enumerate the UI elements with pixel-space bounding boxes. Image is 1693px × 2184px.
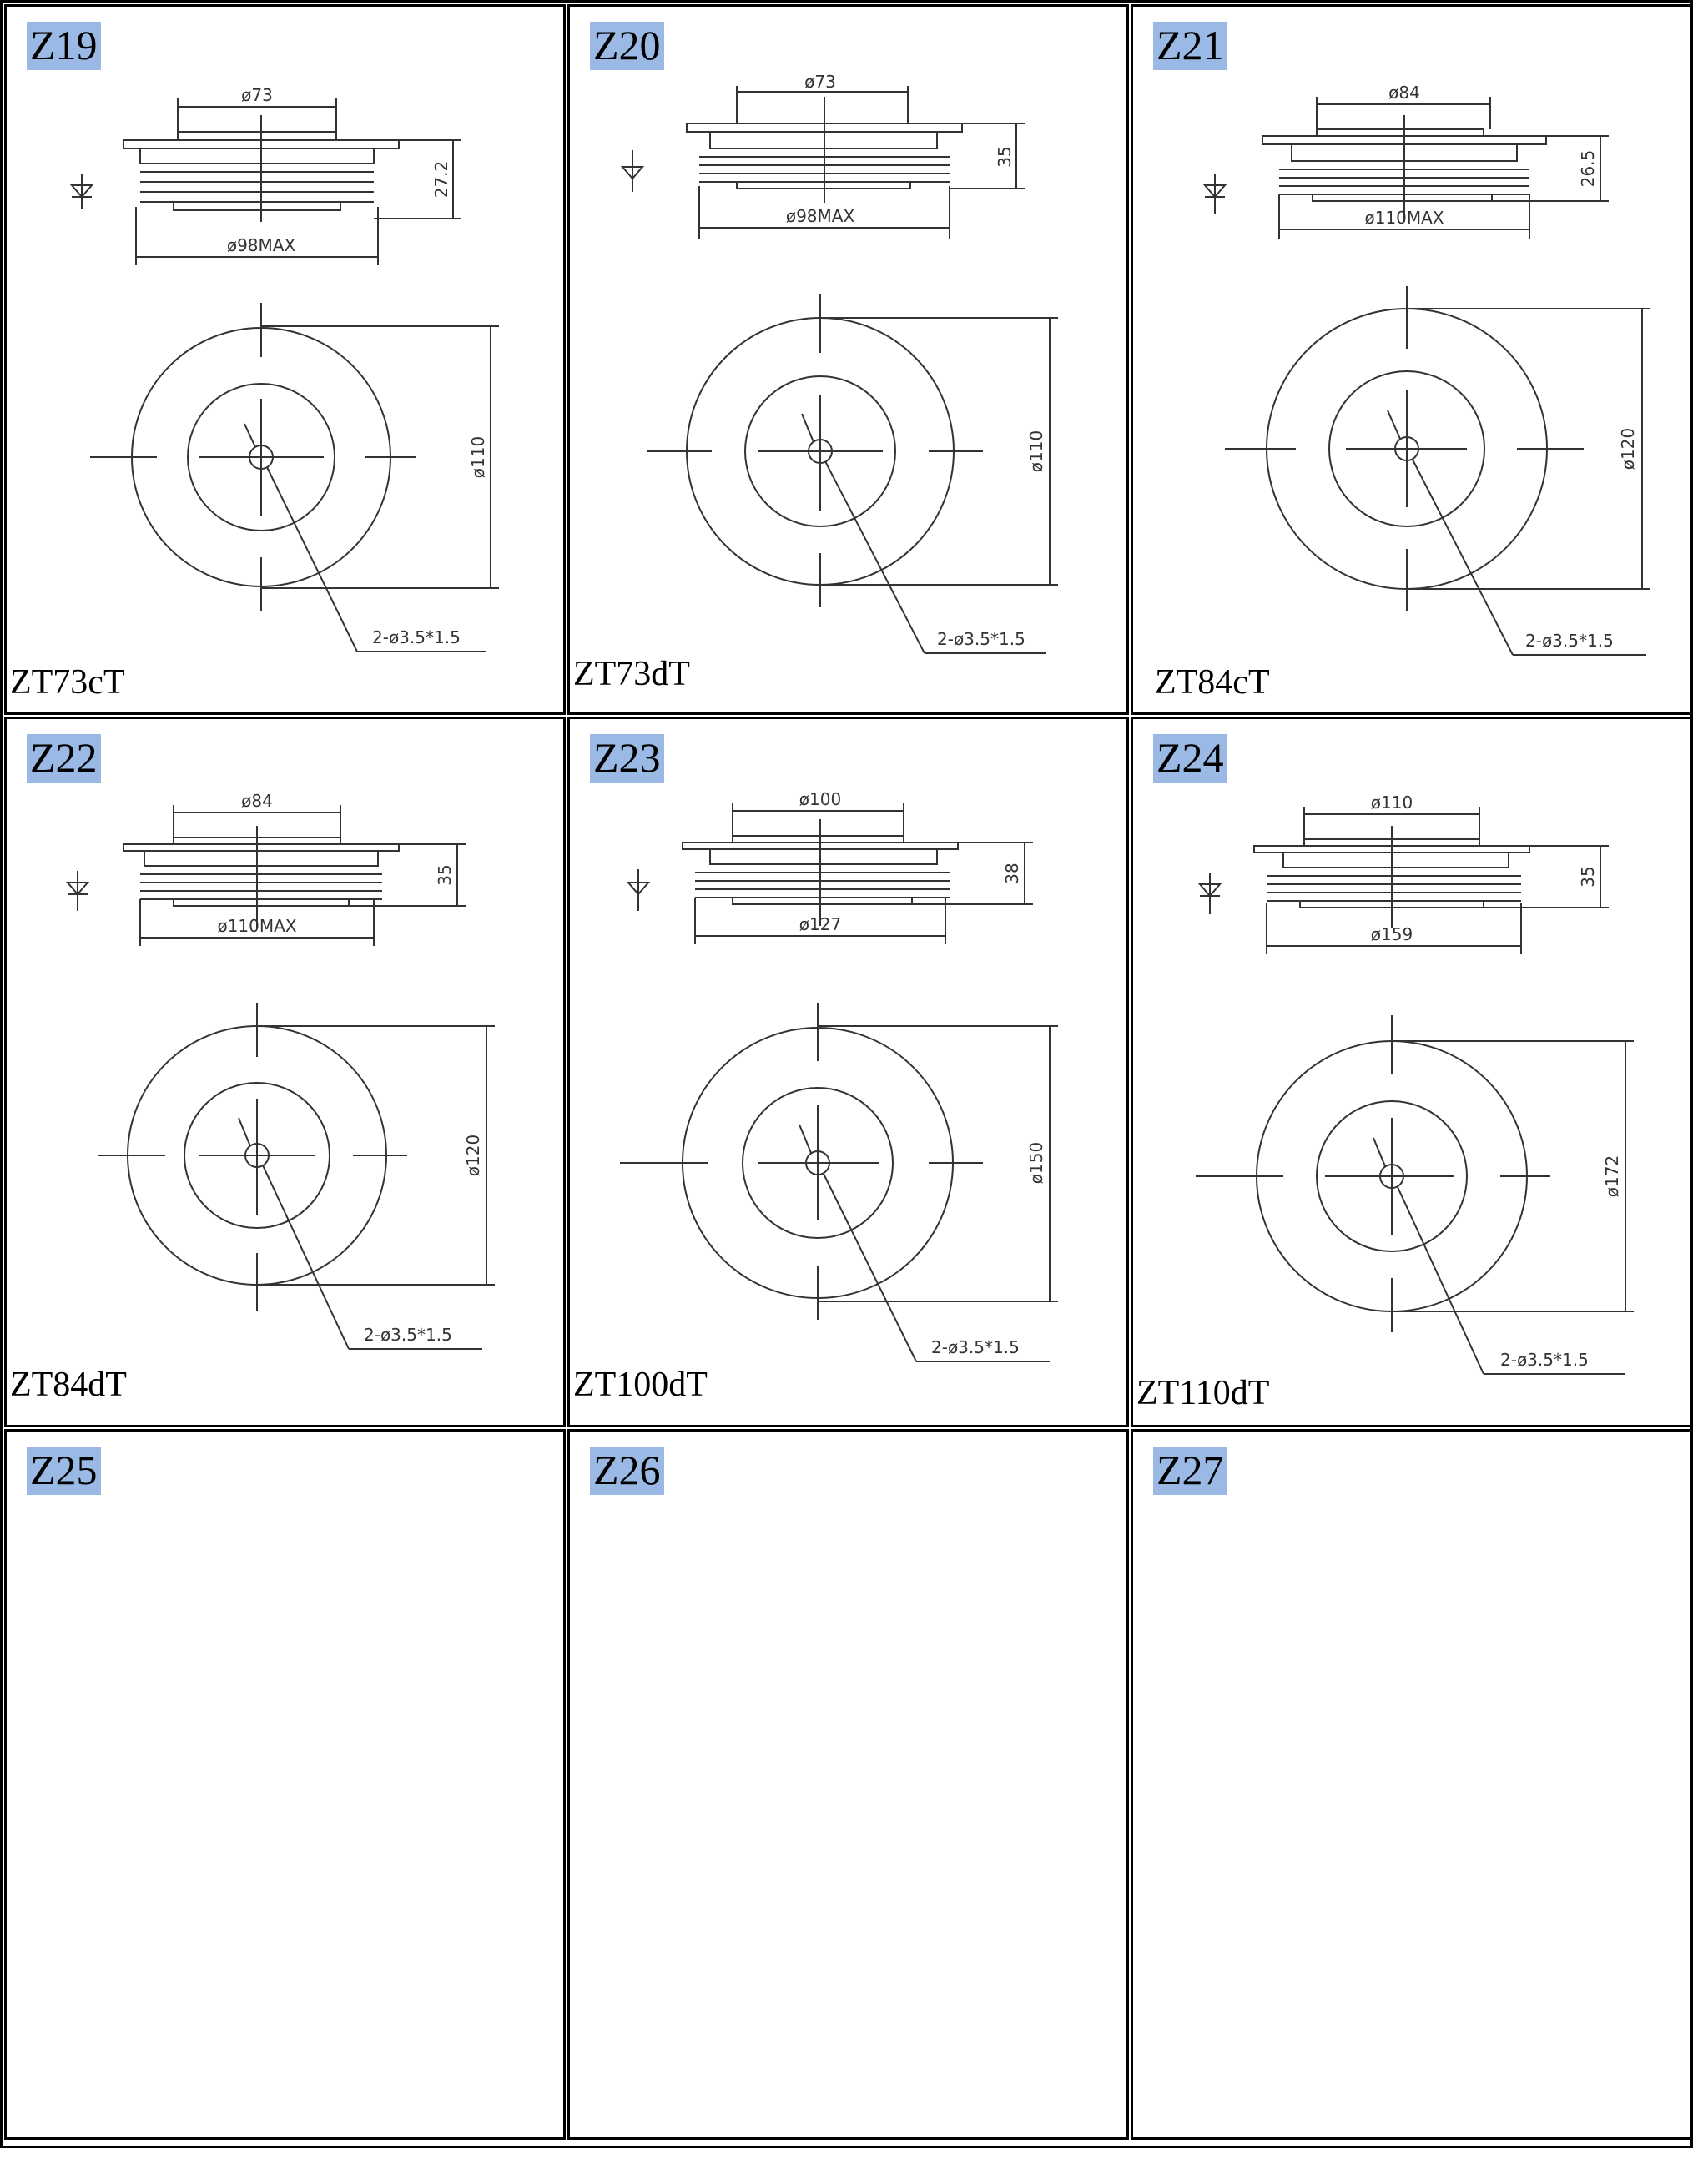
technical-drawing	[570, 719, 1126, 1425]
outer-diameter-dimension: ø110	[1026, 430, 1046, 473]
cell-z22	[4, 717, 566, 1427]
hole-dimension: 2-ø3.5*1.5	[937, 629, 1025, 649]
technical-drawing	[7, 719, 563, 1425]
outer-diameter-dimension: ø150	[1026, 1141, 1046, 1185]
height-dimension: 26.5	[1578, 149, 1598, 188]
hole-dimension: 2-ø3.5*1.5	[1525, 631, 1614, 651]
cell-z23	[567, 717, 1129, 1427]
cell-z27	[1131, 1429, 1692, 2140]
technical-drawing	[1133, 719, 1690, 1425]
hole-dimension: 2-ø3.5*1.5	[372, 627, 461, 647]
bottom-dimension: ø110MAX	[217, 916, 297, 936]
height-dimension: 35	[1578, 866, 1598, 888]
height-dimension: 35	[435, 864, 455, 886]
cell-z20	[567, 4, 1129, 715]
technical-drawing	[1133, 7, 1690, 712]
top-dimension: ø84	[241, 791, 273, 811]
cell-code: Z20	[590, 22, 664, 70]
top-dimension: ø100	[799, 789, 842, 809]
cell-code: Z25	[27, 1447, 101, 1495]
cell-z26	[567, 1429, 1129, 2140]
cell-code: Z21	[1153, 22, 1227, 70]
top-dimension: ø110	[1370, 793, 1413, 813]
model-name: ZT110dT	[1136, 1374, 1270, 1412]
model-name: ZT100dT	[573, 1366, 708, 1404]
technical-drawing	[570, 7, 1126, 712]
cell-code: Z19	[27, 22, 101, 70]
top-dimension: ø73	[241, 85, 273, 105]
bottom-dimension: ø110MAX	[1364, 208, 1444, 228]
cell-code: Z27	[1153, 1447, 1227, 1495]
outer-diameter-dimension: ø110	[468, 435, 488, 479]
outer-diameter-dimension: ø120	[1618, 427, 1638, 471]
cell-z21	[1131, 4, 1692, 715]
hole-dimension: 2-ø3.5*1.5	[364, 1325, 452, 1345]
top-dimension: ø73	[804, 72, 836, 92]
cell-z25	[4, 1429, 566, 2140]
outer-diameter-dimension: ø120	[463, 1134, 483, 1177]
model-name: ZT73dT	[573, 655, 690, 693]
cell-z24	[1131, 717, 1692, 1427]
cell-z19	[4, 4, 566, 715]
cell-code: Z26	[590, 1447, 664, 1495]
bottom-dimension: ø98MAX	[226, 235, 296, 255]
bottom-dimension: ø159	[1370, 924, 1413, 944]
model-name: ZT84dT	[10, 1366, 127, 1404]
model-name: ZT84cT	[1155, 663, 1270, 702]
height-dimension: 27.2	[431, 160, 451, 199]
hole-dimension: 2-ø3.5*1.5	[1500, 1350, 1589, 1370]
technical-drawing	[7, 7, 563, 712]
bottom-dimension: ø127	[799, 914, 842, 934]
cell-code: Z23	[590, 734, 664, 783]
cell-code: Z22	[27, 734, 101, 783]
cell-code: Z24	[1153, 734, 1227, 783]
top-dimension: ø84	[1388, 83, 1420, 103]
height-dimension: 38	[1002, 863, 1022, 884]
height-dimension: 35	[995, 146, 1015, 168]
hole-dimension: 2-ø3.5*1.5	[931, 1337, 1020, 1357]
outer-diameter-dimension: ø172	[1602, 1155, 1622, 1198]
model-name: ZT73cT	[10, 663, 125, 702]
bottom-dimension: ø98MAX	[785, 206, 855, 226]
